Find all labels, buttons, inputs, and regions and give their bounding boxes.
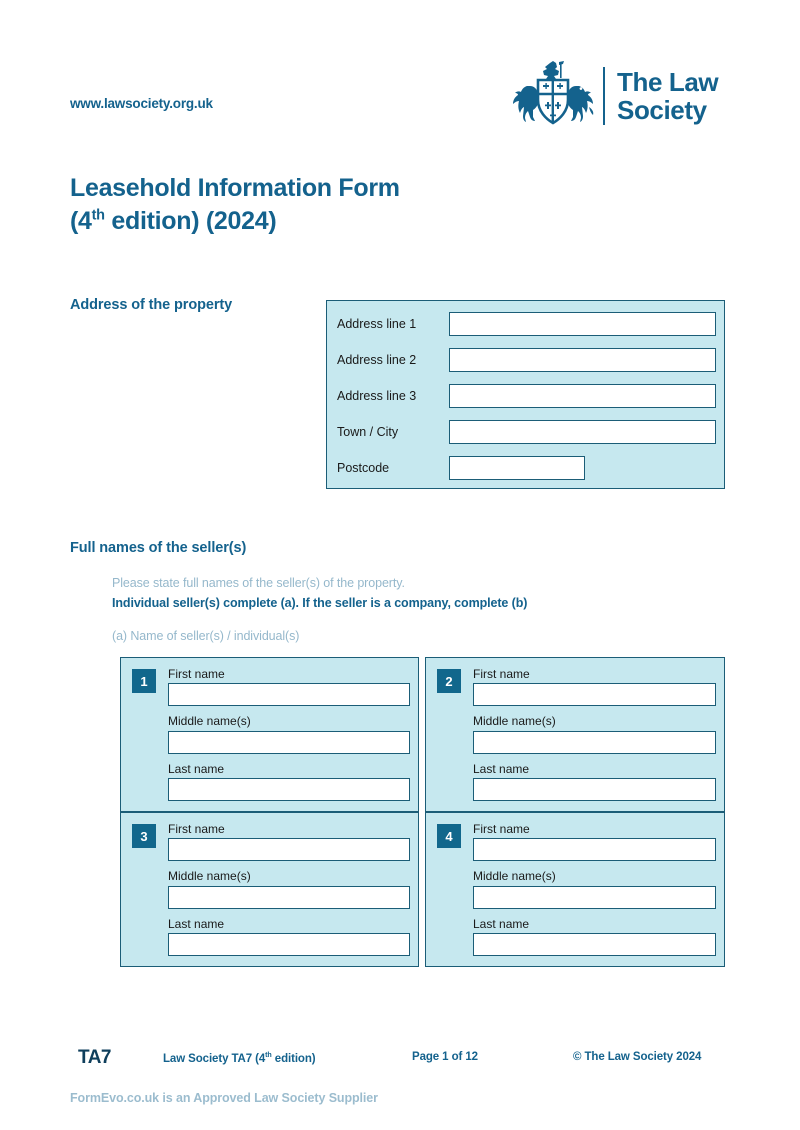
- postcode-label: Postcode: [337, 461, 390, 475]
- sellers-intro-complete-note: Individual seller(s) complete (a). If the seller is a company, complete (b): [112, 596, 528, 610]
- seller-3-last-name-input[interactable]: [168, 933, 410, 956]
- seller-3-first-name-input[interactable]: [168, 838, 410, 861]
- seller-4-last-name-label: Last name: [473, 916, 530, 931]
- page-title-line2: [70, 205, 400, 238]
- seller-3-middle-names-label: Middle name(s): [168, 869, 251, 884]
- page-title-edition-prefix: (4: [70, 206, 92, 235]
- page-title-line1: Leasehold Information Form: [70, 174, 400, 202]
- seller-number-badge-3: 3: [132, 824, 156, 848]
- law-society-website-url[interactable]: www.lawsociety.org.uk: [70, 96, 213, 111]
- page-title-edition-suffix: edition) (2024): [104, 206, 277, 235]
- address-row-line1: [337, 312, 716, 336]
- seller-4-first-name-label: First name: [473, 822, 530, 836]
- footer-edition-text: [163, 1051, 316, 1065]
- seller-4-first-name-input[interactable]: [473, 838, 716, 861]
- address-row-line2: [337, 348, 716, 372]
- footer-edition-prefix: Law Society TA7 (4: [163, 1052, 266, 1065]
- page-title: [70, 172, 400, 237]
- seller-fields-4: [473, 822, 716, 956]
- address-line-1-input[interactable]: [449, 312, 716, 336]
- seller-1-middle-names-label: Middle name(s): [168, 714, 251, 729]
- seller-4-middle-names-input[interactable]: [473, 886, 716, 909]
- seller-box-1: [120, 657, 419, 812]
- postcode-input[interactable]: [449, 456, 585, 480]
- seller-2-middle-names-input[interactable]: [473, 731, 716, 754]
- address-row-postcode: [337, 456, 716, 480]
- seller-4-last-name-input[interactable]: [473, 933, 716, 956]
- address-section-heading: Address of the property: [70, 297, 233, 313]
- seller-number-badge-1: 1: [132, 669, 156, 693]
- seller-2-first-name-label: First name: [473, 667, 530, 681]
- address-row-line3: [337, 384, 716, 408]
- sellers-intro-instruction: Please state full names of the seller(s) of the property.: [112, 576, 405, 590]
- footer-edition-ordinal: th: [265, 1051, 272, 1059]
- seller-fields-3: [168, 822, 410, 956]
- page-title-edition-ordinal: th: [91, 207, 105, 224]
- seller-1-last-name-label: Last name: [168, 761, 225, 776]
- footer-page-number: Page 1 of 12: [412, 1051, 478, 1063]
- seller-1-middle-names-input[interactable]: [168, 731, 410, 754]
- seller-box-3: [120, 812, 419, 967]
- seller-number-badge-4: 4: [437, 824, 461, 848]
- seller-2-middle-names-label: Middle name(s): [473, 714, 556, 729]
- seller-box-2: [425, 657, 725, 812]
- seller-fields-1: [168, 667, 410, 801]
- footer-copyright: © The Law Society 2024: [573, 1051, 702, 1063]
- seller-number-badge-2: 2: [437, 669, 461, 693]
- address-line-2-label: Address line 2: [337, 353, 417, 367]
- seller-4-middle-names-label: Middle name(s): [473, 869, 556, 884]
- town-city-label: Town / City: [337, 425, 399, 439]
- address-panel: [326, 300, 725, 489]
- seller-1-last-name-input[interactable]: [168, 778, 410, 801]
- seller-3-middle-names-input[interactable]: [168, 886, 410, 909]
- address-line-3-label: Address line 3: [337, 389, 417, 403]
- seller-3-last-name-label: Last name: [168, 916, 225, 931]
- logo-wordmark-line2: Society: [617, 95, 707, 125]
- logo-divider: [603, 67, 605, 125]
- address-row-town-city: [337, 420, 716, 444]
- law-society-crest-icon: [505, 60, 601, 132]
- seller-1-first-name-input[interactable]: [168, 683, 410, 706]
- sellers-subheading-a: (a) Name of seller(s) / individual(s): [112, 629, 300, 643]
- town-city-input[interactable]: [449, 420, 716, 444]
- address-line-1-label: Address line 1: [337, 317, 417, 331]
- seller-2-last-name-input[interactable]: [473, 778, 716, 801]
- law-society-logo: [501, 56, 723, 136]
- sellers-section-heading: Full names of the seller(s): [70, 540, 247, 556]
- address-line-2-input[interactable]: [449, 348, 716, 372]
- form-code-badge: [70, 1042, 152, 1074]
- seller-1-first-name-label: First name: [168, 667, 225, 681]
- page-footer: [70, 1042, 725, 1074]
- footer-edition-suffix: edition): [271, 1052, 316, 1065]
- footer-supplier-note: FormEvo.co.uk is an Approved Law Society Supplier: [70, 1091, 378, 1105]
- address-line-3-input[interactable]: [449, 384, 716, 408]
- logo-wordmark-line1: The Law: [617, 66, 719, 97]
- seller-fields-2: [473, 667, 716, 801]
- seller-2-last-name-label: Last name: [473, 761, 530, 776]
- seller-3-first-name-label: First name: [168, 822, 225, 836]
- seller-2-first-name-input[interactable]: [473, 683, 716, 706]
- seller-box-4: [425, 812, 725, 967]
- form-code-badge-label: TA7: [78, 1047, 111, 1068]
- logo-wordmark: [617, 68, 718, 124]
